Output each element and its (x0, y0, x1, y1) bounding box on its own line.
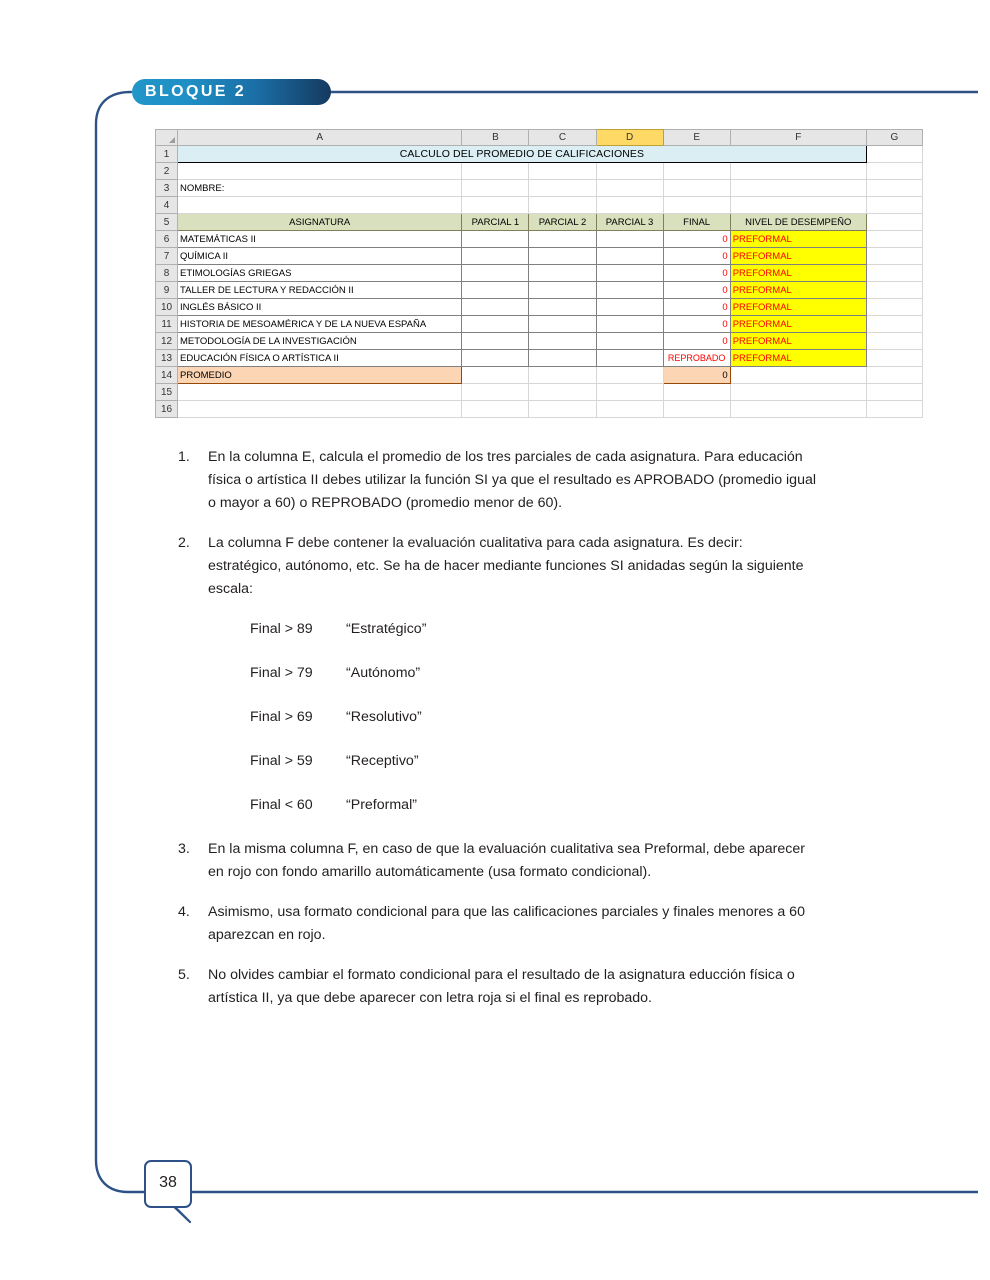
cell-c14[interactable] (529, 367, 596, 384)
column-header-row (156, 130, 923, 146)
column-header-c[interactable]: C (529, 130, 596, 146)
scale-label: “Resolutivo” (346, 709, 422, 725)
cell-g1[interactable] (866, 146, 922, 163)
column-header-f[interactable]: F (730, 130, 866, 146)
cell-final[interactable]: 0 (663, 333, 730, 350)
cell-subject[interactable]: ETIMOLOGÍAS GRIEGAS (178, 265, 462, 282)
cell-b4[interactable] (462, 197, 529, 214)
cell-g2[interactable] (866, 163, 922, 180)
table-header-parcial-1[interactable]: PARCIAL 1 (462, 214, 529, 231)
cell-g[interactable] (866, 299, 922, 316)
cell-b2[interactable] (462, 163, 529, 180)
cell-f2[interactable] (730, 163, 866, 180)
cell-parcial-2[interactable] (529, 350, 596, 367)
list-item-text: La columna F debe contener la evaluación cualitativa para cada asignatura. Es decir: estratégico, autónomo, etc. Se ha de hacer mediante funciones SI anidadas según la siguiente escala: (208, 535, 804, 597)
cell-parcial-1[interactable] (462, 333, 529, 350)
sheet-row-2 (156, 163, 923, 180)
cell-final[interactable]: 0 (663, 265, 730, 282)
scale-condition: Final < 60 (250, 797, 313, 813)
table-row (156, 333, 923, 350)
sheet-row-3 (156, 180, 923, 197)
left-border-curve (96, 92, 144, 1192)
cell-final[interactable]: REPROBADO (663, 350, 730, 367)
cell-subject[interactable]: METODOLOGÍA DE LA INVESTIGACIÓN (178, 333, 462, 350)
cell-c15[interactable] (529, 384, 596, 401)
cell-b14[interactable] (462, 367, 529, 384)
column-header-b[interactable]: B (462, 130, 529, 146)
cell-a16[interactable] (178, 401, 462, 418)
cell-a15[interactable] (178, 384, 462, 401)
cell-nivel[interactable]: PREFORMAL (730, 333, 866, 350)
cell-parcial-2[interactable] (529, 248, 596, 265)
row-header-4[interactable]: 4 (156, 197, 178, 214)
cell-c3[interactable] (529, 180, 596, 197)
cell-e4[interactable] (663, 197, 730, 214)
cell-parcial-2[interactable] (529, 282, 596, 299)
cell-subject[interactable]: MATEMÁTICAS II (178, 231, 462, 248)
cell-b3[interactable] (462, 180, 529, 197)
spreadsheet (155, 129, 923, 418)
cell-c16[interactable] (529, 401, 596, 418)
table-row (156, 316, 923, 333)
scale-table (250, 618, 818, 817)
cell-g[interactable] (866, 265, 922, 282)
block-title-label: BLOQUE 2 (145, 83, 246, 100)
cell-subject[interactable]: TALLER DE LECTURA Y REDACCIÓN II (178, 282, 462, 299)
cell-g16[interactable] (866, 401, 922, 418)
table-header-parcial-2[interactable]: PARCIAL 2 (529, 214, 596, 231)
cell-e2[interactable] (663, 163, 730, 180)
list-item-text: En la misma columna F, en caso de que la evaluación cualitativa sea Preformal, debe aparecer en rojo con fondo amarillo automáticamente (usa formato condicional). (208, 841, 805, 880)
scale-condition: Final > 59 (250, 753, 313, 769)
cell-parcial-1[interactable] (462, 248, 529, 265)
cell-e15[interactable] (663, 384, 730, 401)
cell-parcial-3[interactable] (596, 248, 663, 265)
sheet-title-cell[interactable]: CALCULO DEL PROMEDIO DE CALIFICACIONES (178, 146, 867, 163)
list-item (178, 446, 818, 515)
scale-condition: Final > 79 (250, 665, 313, 681)
cell-parcial-3[interactable] (596, 333, 663, 350)
cell-nivel[interactable]: PREFORMAL (730, 350, 866, 367)
list-item-number: 4. (178, 904, 190, 920)
row-header-7[interactable]: 7 (156, 248, 178, 265)
page-number-value: 38 (159, 1174, 177, 1191)
column-header-g[interactable]: G (866, 130, 922, 146)
cell-parcial-1[interactable] (462, 231, 529, 248)
list-item (178, 901, 818, 947)
scale-row (250, 794, 818, 817)
sheet-row-16 (156, 401, 923, 418)
cell-parcial-3[interactable] (596, 282, 663, 299)
cell-b15[interactable] (462, 384, 529, 401)
cell-f3[interactable] (730, 180, 866, 197)
table-row (156, 231, 923, 248)
table-row (156, 248, 923, 265)
row-header-6[interactable]: 6 (156, 231, 178, 248)
list-item-text: No olvides cambiar el formato condicional para el resultado de la asignatura educción física o artística II, ya que debe aparecer con letra roja si el final es reprobado. (208, 967, 795, 1006)
cell-subject[interactable]: INGLÉS BÁSICO II (178, 299, 462, 316)
table-row (156, 265, 923, 282)
row-header-3[interactable]: 3 (156, 180, 178, 197)
cell-g3[interactable] (866, 180, 922, 197)
scale-label: “Preformal” (346, 797, 417, 813)
cell-g[interactable] (866, 333, 922, 350)
cell-parcial-3[interactable] (596, 299, 663, 316)
cell-d16[interactable] (596, 401, 663, 418)
table-header-parcial-3[interactable]: PARCIAL 3 (596, 214, 663, 231)
cell-parcial-1[interactable] (462, 350, 529, 367)
cell-final[interactable]: 0 (663, 248, 730, 265)
sheet-row-14-promedio (156, 367, 923, 384)
row-header-8[interactable]: 8 (156, 265, 178, 282)
row-header-1[interactable]: 1 (156, 146, 178, 163)
list-item-number: 2. (178, 535, 190, 551)
cell-final[interactable]: 0 (663, 282, 730, 299)
cell-e16[interactable] (663, 401, 730, 418)
table-header-asignatura[interactable]: ASIGNATURA (178, 214, 462, 231)
row-header-15[interactable]: 15 (156, 384, 178, 401)
row-header-11[interactable]: 11 (156, 316, 178, 333)
table-row (156, 282, 923, 299)
column-header-e[interactable]: E (663, 130, 730, 146)
cell-b16[interactable] (462, 401, 529, 418)
cell-parcial-1[interactable] (462, 265, 529, 282)
row-header-14[interactable]: 14 (156, 367, 178, 384)
sheet-row-4 (156, 197, 923, 214)
page-number (144, 1160, 192, 1208)
cell-d2[interactable] (596, 163, 663, 180)
cell-parcial-3[interactable] (596, 316, 663, 333)
cell-a3-nombre-label[interactable]: NOMBRE: (178, 180, 462, 197)
cell-nivel[interactable]: PREFORMAL (730, 248, 866, 265)
cell-parcial-3[interactable] (596, 231, 663, 248)
list-item-number: 5. (178, 967, 190, 983)
cell-a4[interactable] (178, 197, 462, 214)
cell-g[interactable] (866, 350, 922, 367)
table-header-final[interactable]: FINAL (663, 214, 730, 231)
cell-g5[interactable] (866, 214, 922, 231)
cell-c4[interactable] (529, 197, 596, 214)
table-row (156, 299, 923, 316)
cell-d15[interactable] (596, 384, 663, 401)
scale-row (250, 618, 818, 641)
cell-nivel[interactable]: PREFORMAL (730, 299, 866, 316)
cell-g14[interactable] (866, 367, 922, 384)
row-header-16[interactable]: 16 (156, 401, 178, 418)
list-item-number: 1. (178, 449, 190, 465)
scale-condition: Final > 69 (250, 709, 313, 725)
cell-parcial-2[interactable] (529, 231, 596, 248)
scale-label: “Receptivo” (346, 753, 419, 769)
table-header-nivel-desempeno[interactable]: NIVEL DE DESEMPEÑO (730, 214, 866, 231)
cell-g[interactable] (866, 231, 922, 248)
scale-row (250, 750, 818, 773)
row-header-13[interactable]: 13 (156, 350, 178, 367)
cell-final[interactable]: 0 (663, 316, 730, 333)
cell-promedio-label[interactable]: PROMEDIO (178, 367, 462, 384)
triangle-icon (169, 137, 175, 143)
row-header-5[interactable]: 5 (156, 214, 178, 231)
cell-nivel[interactable]: PREFORMAL (730, 282, 866, 299)
sheet-row-1 (156, 146, 923, 163)
cell-f4[interactable] (730, 197, 866, 214)
list-item-text: En la columna E, calcula el promedio de los tres parciales de cada asignatura. Para educación física o artística II debes utilizar la función SI ya que el resultado es APROBADO (promedio igual o mayor a 60) o REPROBADO (promedio menor de 60). (208, 449, 816, 511)
cell-parcial-2[interactable] (529, 265, 596, 282)
cell-parcial-2[interactable] (529, 299, 596, 316)
cell-g4[interactable] (866, 197, 922, 214)
list-item (178, 964, 818, 1010)
list-item-text: Asimismo, usa formato condicional para que las calificaciones parciales y finales menores a 60 aparezcan en rojo. (208, 904, 805, 943)
cell-subject[interactable]: EDUCACIÓN FÍSICA O ARTÍSTICA II (178, 350, 462, 367)
cell-g[interactable] (866, 316, 922, 333)
cell-g[interactable] (866, 248, 922, 265)
cell-subject[interactable]: HISTORIA DE MESOAMÉRICA Y DE LA NUEVA ESPAÑA (178, 316, 462, 333)
cell-nivel[interactable]: PREFORMAL (730, 231, 866, 248)
block-title-pill (132, 79, 331, 105)
cell-f16[interactable] (730, 401, 866, 418)
cell-parcial-3[interactable] (596, 350, 663, 367)
cell-final[interactable]: 0 (663, 231, 730, 248)
cell-nivel[interactable]: PREFORMAL (730, 316, 866, 333)
cell-parcial-2[interactable] (529, 333, 596, 350)
cell-parcial-1[interactable] (462, 299, 529, 316)
row-header-10[interactable]: 10 (156, 299, 178, 316)
row-header-9[interactable]: 9 (156, 282, 178, 299)
cell-g15[interactable] (866, 384, 922, 401)
scale-row (250, 662, 818, 685)
cell-parcial-2[interactable] (529, 316, 596, 333)
cell-subject[interactable]: QUÍMICA II (178, 248, 462, 265)
sheet-row-5 (156, 214, 923, 231)
cell-f15[interactable] (730, 384, 866, 401)
scale-label: “Autónomo” (346, 665, 421, 681)
row-header-2[interactable]: 2 (156, 163, 178, 180)
cell-e3[interactable] (663, 180, 730, 197)
column-header-d[interactable]: D (596, 130, 663, 146)
column-header-a[interactable]: A (178, 130, 462, 146)
cell-d3[interactable] (596, 180, 663, 197)
scale-condition: Final > 89 (250, 621, 313, 637)
cell-parcial-3[interactable] (596, 265, 663, 282)
cell-promedio-value[interactable]: 0 (663, 367, 730, 384)
row-header-12[interactable]: 12 (156, 333, 178, 350)
cell-parcial-1[interactable] (462, 282, 529, 299)
cell-c2[interactable] (529, 163, 596, 180)
cell-g[interactable] (866, 282, 922, 299)
cell-d4[interactable] (596, 197, 663, 214)
select-all-corner[interactable] (156, 130, 178, 146)
cell-nivel[interactable]: PREFORMAL (730, 265, 866, 282)
table-row (156, 350, 923, 367)
cell-parcial-1[interactable] (462, 316, 529, 333)
scale-row (250, 706, 818, 729)
cell-d14[interactable] (596, 367, 663, 384)
list-item (178, 838, 818, 884)
cell-final[interactable]: 0 (663, 299, 730, 316)
cell-f14[interactable] (730, 367, 866, 384)
sheet-row-15 (156, 384, 923, 401)
list-item (178, 532, 818, 601)
instructions-list (178, 446, 818, 1027)
cell-a2[interactable] (178, 163, 462, 180)
scale-label: “Estratégico” (346, 621, 427, 637)
list-item-number: 3. (178, 841, 190, 857)
